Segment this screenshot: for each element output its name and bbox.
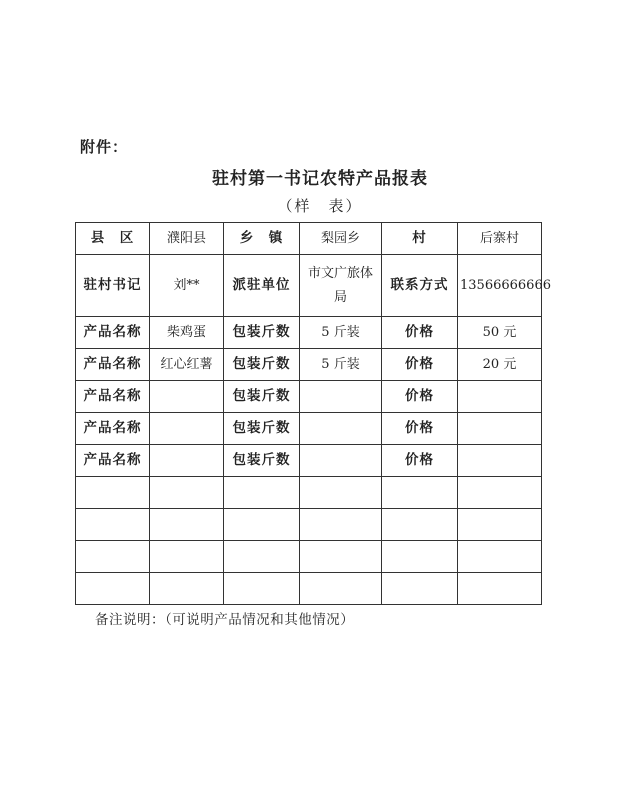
report-table [75, 222, 551, 605]
package-weight-label: 包装斤数 [224, 349, 300, 381]
empty-cell [458, 509, 542, 541]
package-weight-label: 包装斤数 [224, 413, 300, 445]
page-subtitle: （样 表） [277, 197, 363, 215]
empty-cell [300, 541, 382, 573]
empty-cell [300, 509, 382, 541]
empty-cell [76, 477, 150, 509]
empty-cell [458, 573, 542, 605]
empty-cell [224, 509, 300, 541]
village-value: 后寨村 [458, 223, 542, 255]
table-row [76, 445, 542, 477]
empty-cell [150, 509, 224, 541]
package-weight-label: 包装斤数 [224, 445, 300, 477]
contact-value: 13566666666 [458, 255, 542, 317]
empty-cell [150, 477, 224, 509]
empty-cell [76, 541, 150, 573]
table-row-empty [76, 509, 542, 541]
town-value: 梨园乡 [300, 223, 382, 255]
empty-cell [150, 541, 224, 573]
county-label: 县 区 [76, 223, 150, 255]
price-value: 50 元 [458, 317, 542, 349]
table-row-county [76, 223, 542, 255]
table-row-empty [76, 541, 542, 573]
price-label: 价格 [382, 349, 458, 381]
product-name-value [150, 445, 224, 477]
county-value: 濮阳县 [150, 223, 224, 255]
package-weight-value [300, 413, 382, 445]
price-label: 价格 [382, 381, 458, 413]
price-value [458, 445, 542, 477]
table-row-empty [76, 477, 542, 509]
product-name-label: 产品名称 [76, 349, 150, 381]
price-value: 20 元 [458, 349, 542, 381]
table-row-secretary [76, 255, 542, 317]
package-weight-label: 包装斤数 [224, 381, 300, 413]
table-row [76, 381, 542, 413]
price-label: 价格 [382, 445, 458, 477]
town-label: 乡 镇 [224, 223, 300, 255]
empty-cell [300, 573, 382, 605]
price-value [458, 381, 542, 413]
table-row [76, 317, 542, 349]
empty-cell [150, 573, 224, 605]
attachment-label: 附件： [80, 138, 129, 156]
package-weight-value [300, 381, 382, 413]
empty-cell [382, 509, 458, 541]
product-name-label: 产品名称 [76, 317, 150, 349]
package-weight-label: 包装斤数 [224, 317, 300, 349]
empty-cell [300, 477, 382, 509]
package-weight-value: 5 斤装 [300, 349, 382, 381]
empty-cell [458, 541, 542, 573]
price-value [458, 413, 542, 445]
product-name-value: 柴鸡蛋 [150, 317, 224, 349]
secretary-value: 刘** [150, 255, 224, 317]
product-name-label: 产品名称 [76, 381, 150, 413]
price-label: 价格 [382, 413, 458, 445]
remark-note: 备注说明：（可说明产品情况和其他情况） [95, 612, 355, 628]
secretary-label: 驻村书记 [76, 255, 150, 317]
table-row [76, 349, 542, 381]
empty-cell [382, 477, 458, 509]
empty-cell [224, 541, 300, 573]
product-name-value [150, 413, 224, 445]
empty-cell [224, 573, 300, 605]
empty-cell [382, 541, 458, 573]
page-title: 驻村第一书记农特产品报表 [212, 169, 428, 189]
empty-cell [76, 573, 150, 605]
empty-cell [458, 477, 542, 509]
table-row-empty [76, 573, 542, 605]
product-name-label: 产品名称 [76, 413, 150, 445]
empty-cell [224, 477, 300, 509]
empty-cell [382, 573, 458, 605]
empty-cell [76, 509, 150, 541]
unit-value: 市文广旅体局 [300, 255, 382, 317]
product-name-value: 红心红薯 [150, 349, 224, 381]
contact-label: 联系方式 [382, 255, 458, 317]
unit-label: 派驻单位 [224, 255, 300, 317]
table-row [76, 413, 542, 445]
product-name-label: 产品名称 [76, 445, 150, 477]
village-label: 村 [382, 223, 458, 255]
price-label: 价格 [382, 317, 458, 349]
package-weight-value: 5 斤装 [300, 317, 382, 349]
product-name-value [150, 381, 224, 413]
package-weight-value [300, 445, 382, 477]
